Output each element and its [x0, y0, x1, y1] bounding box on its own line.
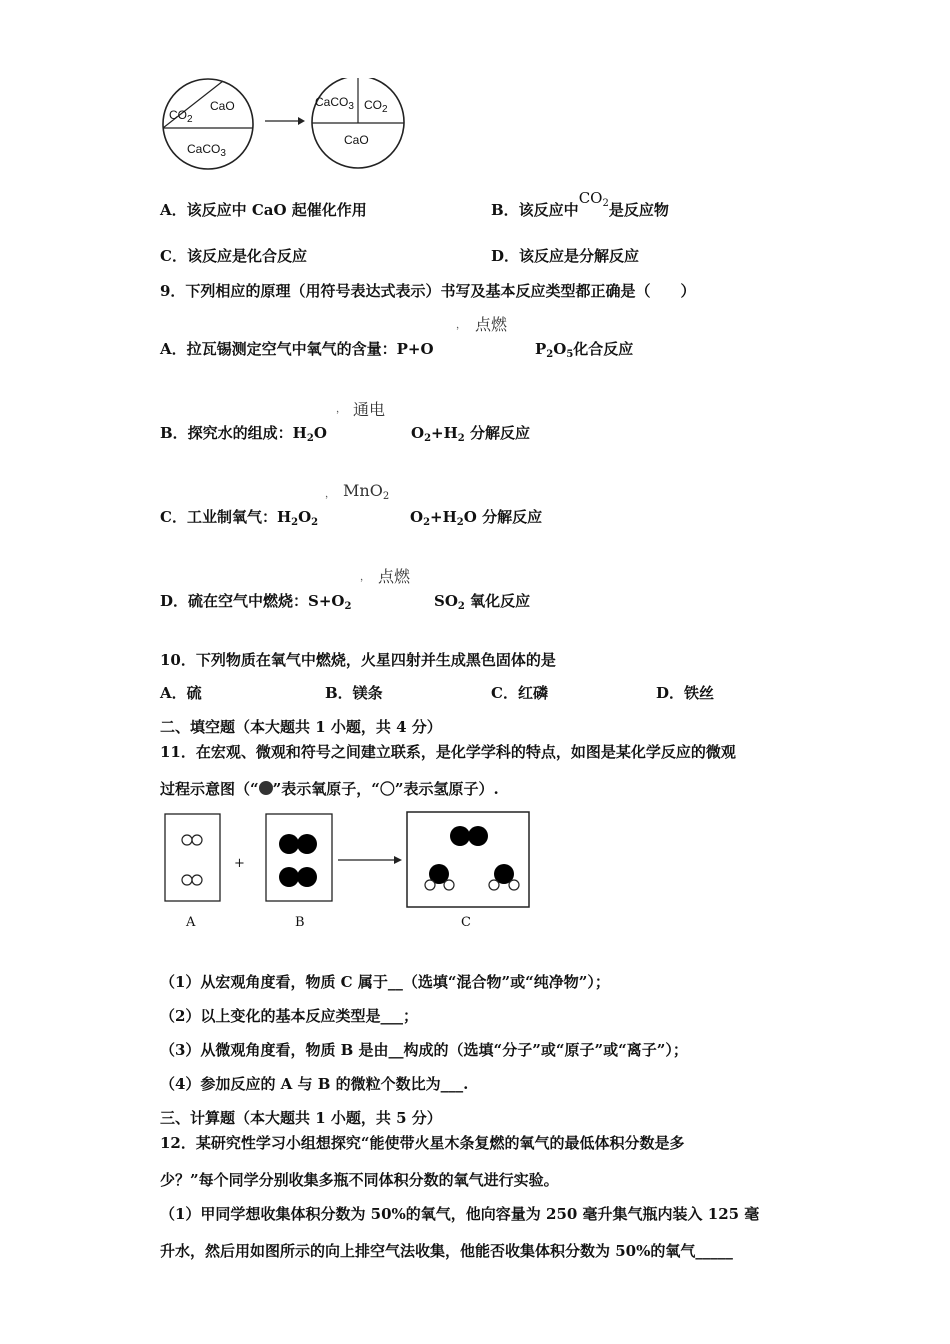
- reaction-arrowhead: [394, 856, 402, 864]
- box-c: [407, 812, 529, 907]
- figure-label-a: A: [186, 915, 196, 930]
- oxygen-atom-icon: [297, 834, 317, 854]
- q11-part-1: （1）从宏观角度看，物质 C 属于__（选填“混合物”或“纯净物”）；: [160, 973, 610, 991]
- q10-stem: 10．下列物质在氧气中燃烧，火星四射并生成黑色固体的是: [160, 651, 556, 669]
- q9-stem: 9．下列相应的原理（用符号表达式表示）书写及基本反应类型都正确是（ ）: [160, 282, 696, 300]
- oxygen-atom-icon: [450, 826, 470, 846]
- q11-line-1: 11．在宏观、微观和符号之间建立联系，是化学学科的特点，如图是某化学反应的微观: [160, 743, 736, 761]
- q9-b-condition: 通电: [353, 400, 386, 419]
- hydrogen-atom-icon: [509, 880, 519, 890]
- box-a: [165, 814, 220, 901]
- q8-option-d: D．该反应是分解反应: [491, 247, 640, 265]
- q10-option-a: A．硫: [160, 684, 202, 702]
- q9-a-condition: 点燃: [475, 315, 508, 334]
- right-pie-caco3-label: CaCO$_3$: [315, 95, 354, 112]
- q11-part-2: （2）以上变化的基本反应类型是___；: [160, 1007, 418, 1025]
- left-pie-caco3-label: CaCO$_3$: [187, 142, 226, 159]
- q11-part-3: （3）从微观角度看，物质 B 是由__构成的（选填“分子”或“原子”或“离子”）；: [160, 1041, 688, 1059]
- q9-option-d: D．硫在空气中燃烧：$S+O_2$: [160, 592, 352, 612]
- q9-option-a: A．拉瓦锡测定空气中氧气的含量：P+O: [160, 340, 434, 358]
- q10-option-c: C．红磷: [491, 684, 548, 702]
- oxygen-atom-icon: [279, 867, 299, 887]
- q9-c-product: $O_2+H_2O$ 分解反应: [410, 508, 543, 528]
- q8-option-b: B．该反应中$CO_2$是反应物: [491, 189, 669, 219]
- oxygen-atom-icon: [279, 834, 299, 854]
- q9-a-product: $P_2O_5$化合反应: [535, 340, 634, 360]
- q11-line-2: 过程示意图（“ ”表示氧原子，“〇”表示氢原子）.: [160, 780, 499, 798]
- hydrogen-atom-icon: [182, 835, 192, 845]
- q8-option-c: C．该反应是化合反应: [160, 247, 307, 265]
- figure-label-b: B: [295, 915, 305, 930]
- q8-option-a: A．该反应中 CaO 起催化作用: [160, 201, 367, 219]
- right-pie-cao-label: CaO: [344, 133, 369, 147]
- oxygen-atom-icon: [297, 867, 317, 887]
- q9-b-dot: ，: [336, 404, 346, 415]
- reaction-arrowhead: [298, 117, 305, 125]
- q9-d-dot: ，: [360, 572, 370, 583]
- q12-line-1: 12．某研究性学习小组想探究“能使带火星木条复燃的氧气的最低体积分数是多: [160, 1134, 685, 1152]
- right-pie-co2-label: $CO_2$: [364, 98, 388, 115]
- hydrogen-atom-icon: [192, 835, 202, 845]
- q9-c-condition: MnO$_2$: [343, 481, 390, 502]
- q9-b-product: $O_2+H_2$ 分解反应: [411, 424, 530, 444]
- molecule-reaction-figure: [160, 808, 540, 908]
- q9-a-dot: ，: [456, 320, 466, 331]
- section-2-heading: 二、填空题（本大题共 1 小题，共 4 分）: [160, 718, 442, 736]
- left-pie-cao-label: CaO: [210, 99, 235, 113]
- left-pie-co2-label: $CO_2$: [169, 108, 193, 125]
- q12-line-4: 升水，然后用如图所示的向上排空气法收集，他能否收集体积分数为 50%的氧气_____: [160, 1242, 733, 1260]
- box-b: [266, 814, 332, 901]
- figure-plus-sign: +: [234, 856, 245, 871]
- q9-option-b: B．探究水的组成：$H_2O$: [160, 424, 327, 444]
- figure-label-c: C: [461, 915, 471, 930]
- hydrogen-atom-icon: [489, 880, 499, 890]
- hydrogen-atom-icon: [425, 880, 435, 890]
- q9-d-product: $SO_2$ 氧化反应: [434, 592, 531, 612]
- q12-line-3: （1）甲同学想收集体积分数为 50%的氧气，他向容量为 250 毫升集气瓶内装入 125 毫: [160, 1205, 760, 1223]
- q9-option-c: C．工业制氧气：$H_2O_2$: [160, 508, 319, 528]
- hydrogen-atom-icon: [444, 880, 454, 890]
- oxygen-atom-icon: [259, 781, 273, 795]
- q11-part-4: （4）参加反应的 A 与 B 的微粒个数比为___.: [160, 1075, 469, 1093]
- hydrogen-atom-icon: [192, 875, 202, 885]
- q10-option-b: B．镁条: [325, 684, 383, 702]
- hydrogen-atom-icon: [182, 875, 192, 885]
- q9-d-condition: 点燃: [378, 567, 411, 586]
- oxygen-atom-icon: [468, 826, 488, 846]
- pie-reaction-figure: [158, 78, 418, 178]
- q12-line-2: 少？”每个同学分别收集多瓶不同体积分数的氧气进行实验。: [160, 1171, 559, 1189]
- section-3-heading: 三、计算题（本大题共 1 小题，共 5 分）: [160, 1109, 442, 1127]
- q9-c-dot: ，: [325, 489, 335, 500]
- q10-option-d: D．铁丝: [656, 684, 715, 702]
